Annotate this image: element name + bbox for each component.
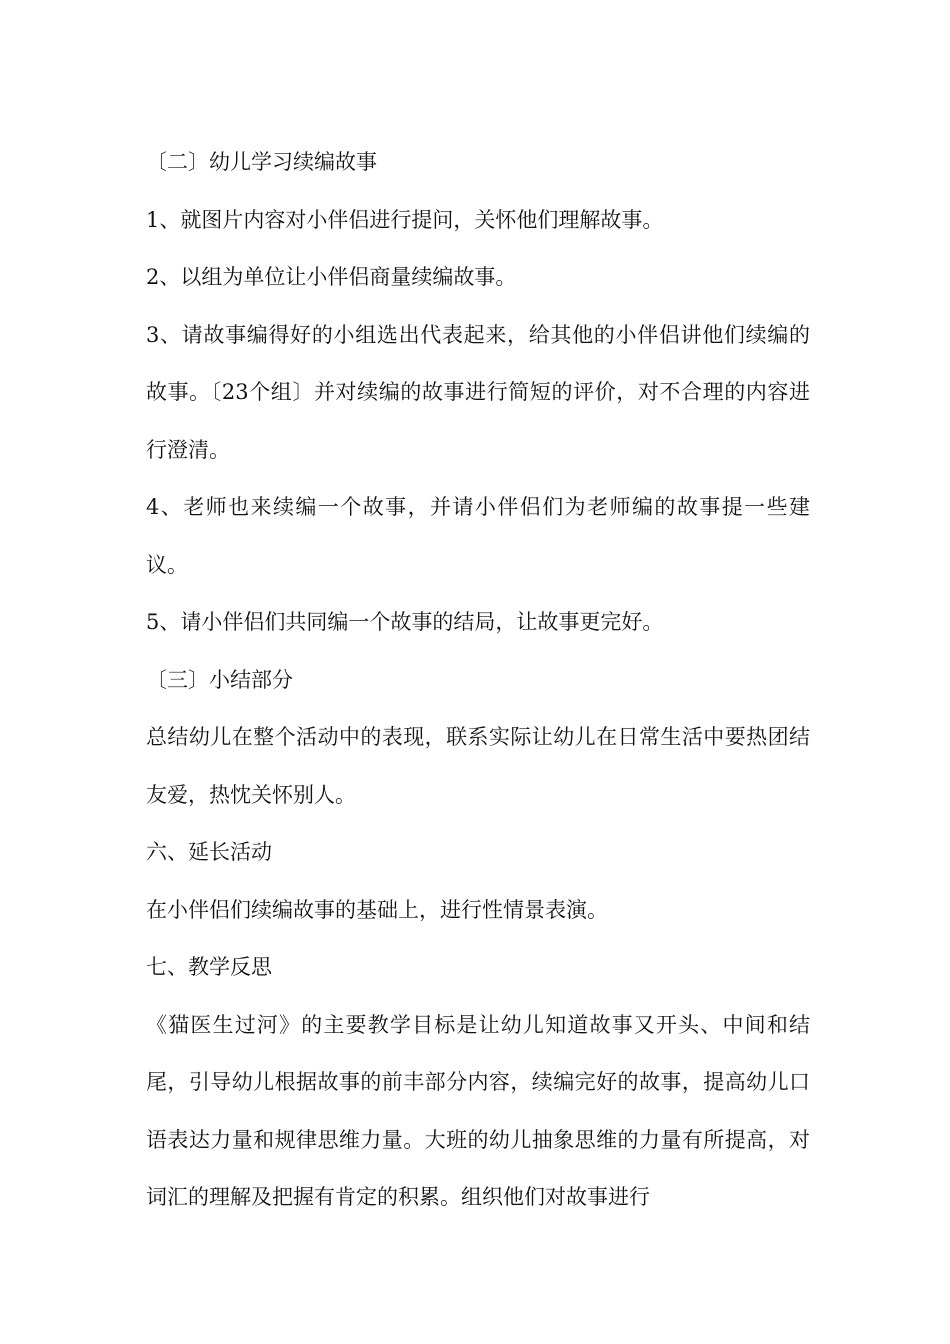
- step-3-paragraph: 3、请故事编得好的小组选出代表起来，给其他的小伴侣讲他们续编的故事。〔23个组〕并对续编的故事进行简短的评价，对不合理的内容进行澄清。: [146, 322, 810, 462]
- summary-paragraph: 总结幼儿在整个活动中的表现，联系实际让幼儿在日常生活中要热团结友爱，热忱关怀别人。: [146, 725, 810, 807]
- document-body: [146, 134, 810, 1227]
- section-heading-3: 〔三〕小结部分: [146, 667, 293, 692]
- step-4-paragraph: 4、老师也来续编一个故事，并请小伴侣们为老师编的故事提一些建议。: [146, 495, 810, 577]
- reflection-paragraph: 《猫医生过河》的主要教学目标是让幼儿知道故事又开头、中间和结尾，引导幼儿根据故事的前丰部分内容，续编完好的故事，提高幼儿口语表达力量和规律思维力量。大班的幼儿抽象思维的力量有所提高，对词汇的理解及把握有肯定的积累。组织他们对故事进行: [146, 1012, 810, 1209]
- extension-paragraph: 在小伴侣们续编故事的基础上，进行性情景表演。: [146, 897, 608, 922]
- section-heading-6: 六、延长活动: [146, 840, 272, 864]
- step-5-paragraph: 5、请小伴侣们共同编一个故事的结局，让故事更完好。: [146, 610, 664, 634]
- section-heading-7: 七、教学反思: [146, 955, 272, 979]
- step-2-paragraph: 2、以组为单位让小伴侣商量续编故事。: [146, 265, 517, 289]
- section-heading-2: 〔二〕幼儿学习续编故事: [146, 150, 377, 174]
- step-1-paragraph: 1、就图片内容对小伴侣进行提问，关怀他们理解故事。: [146, 207, 664, 232]
